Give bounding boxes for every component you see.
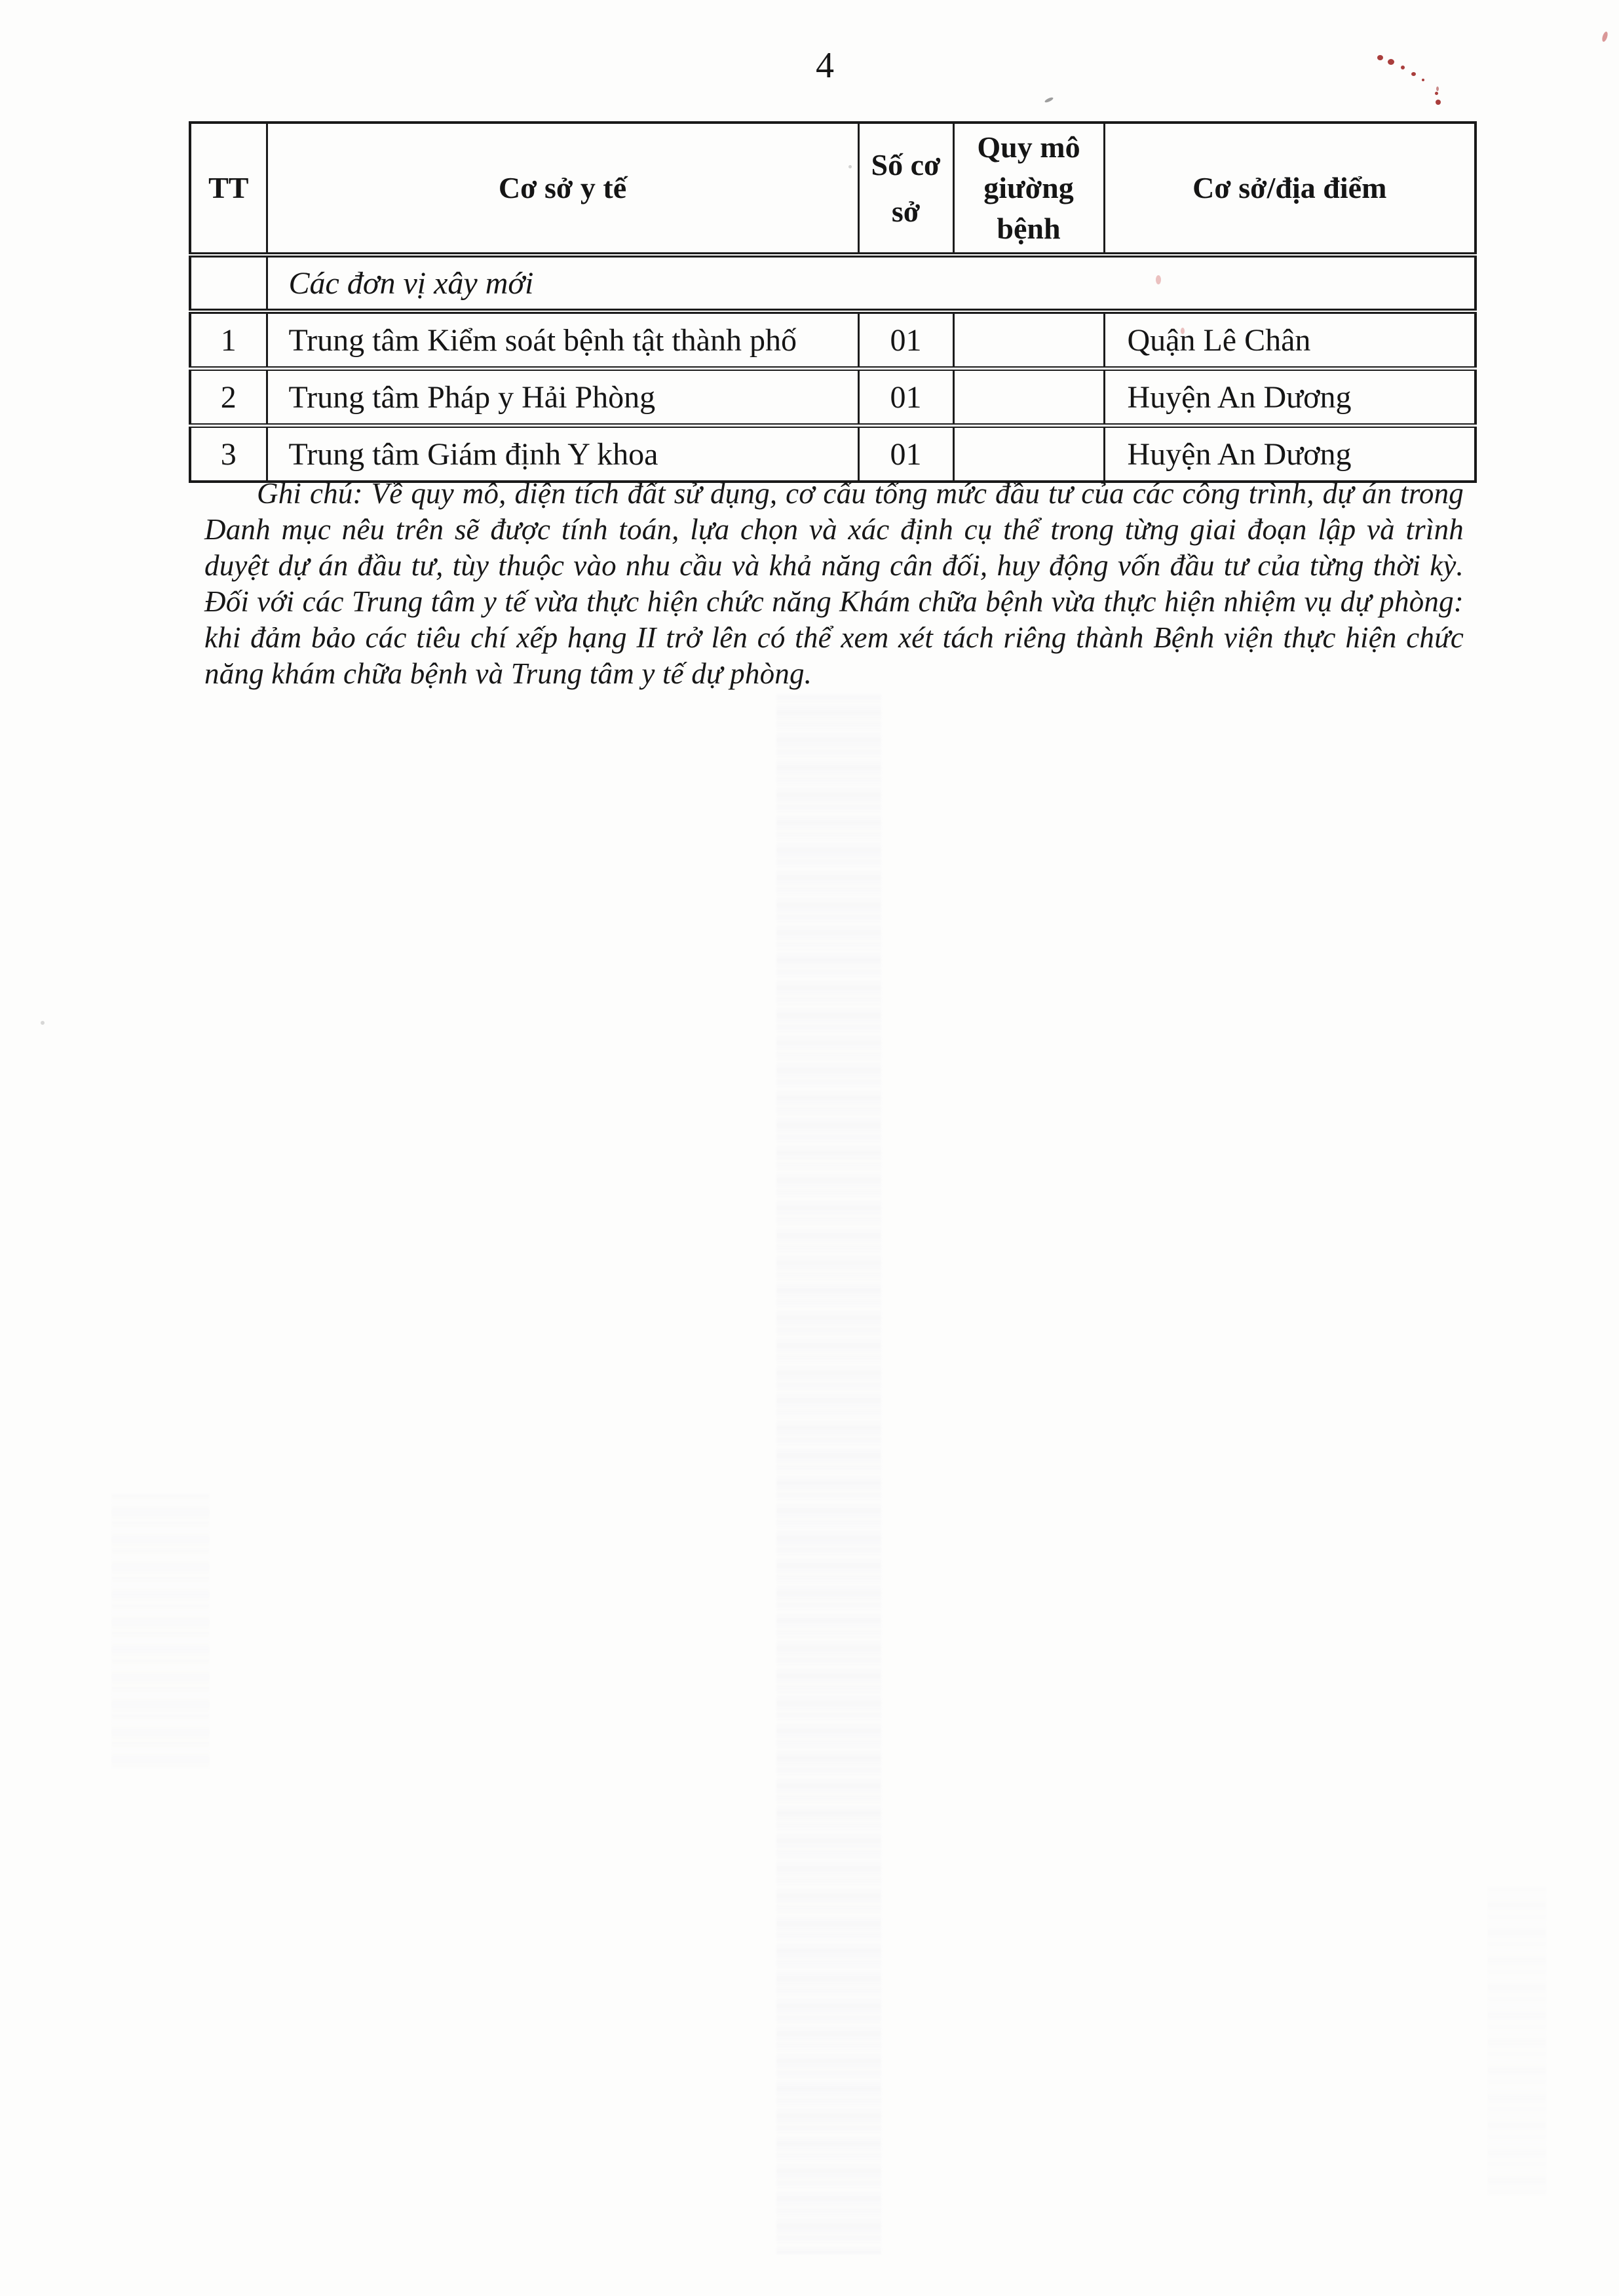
row-quy-mo (953, 311, 1104, 369)
row-facility: Trung tâm Pháp y Hải Phòng (267, 369, 858, 426)
note-paragraph: Ghi chú: Về quy mô, diện tích đất sử dụng, cơ cấu tổng mức đầu tư của các công trình, dự án trong Danh mục nêu trên sẽ được tính toán, lựa chọn và xác định cụ thể trong từng giai đoạn lập và trình duyệt dự án đầu tư, tùy thuộc vào nhu cầu và khả năng cân đối, huy động vốn đầu tư của từng thời kỳ. Đối với các Trung tâm y tế vừa thực hiện chức năng Khám chữa bệnh vừa thực hiện nhiệm vụ dự phòng: khi đảm bảo các tiêu chí xếp hạng II trở lên có thể xem xét tách riêng thành Bệnh viện thực hiện chức năng khám chữa bệnh và Trung tâm y tế dự phòng. (204, 477, 1464, 690)
scan-speck (1044, 96, 1054, 103)
scan-bleed-band (776, 695, 881, 2254)
section-tt-cell (190, 255, 267, 311)
col-header-tt: TT (190, 123, 267, 255)
row-tt: 3 (190, 426, 267, 482)
row-dia-diem: Huyện An Dương (1104, 426, 1476, 482)
facilities-table (189, 121, 1477, 483)
row-so-co-so: 01 (858, 369, 953, 426)
row-tt: 1 (190, 311, 267, 369)
row-tt: 2 (190, 369, 267, 426)
scan-bleed-band (111, 1494, 210, 1769)
row-quy-mo (953, 369, 1104, 426)
col-header-facility: Cơ sở y tế (267, 123, 858, 255)
scan-bleed-band (1487, 1887, 1546, 2195)
section-label: Các đơn vị xây mới (267, 255, 1476, 311)
scan-artifact-comma (1601, 31, 1609, 42)
row-dia-diem: Quận Lê Chân (1104, 311, 1476, 369)
col-header-so-co-so: Số cơ sở (858, 123, 953, 255)
row-so-co-so: 01 (858, 426, 953, 482)
table-row (190, 426, 1476, 482)
table-header-row (190, 123, 1476, 255)
row-facility: Trung tâm Kiểm soát bệnh tật thành phố (267, 311, 858, 369)
col-header-dia-diem: Cơ sở/địa điểm (1104, 123, 1476, 255)
scan-speck (41, 1021, 45, 1025)
table-row (190, 369, 1476, 426)
row-facility: Trung tâm Giám định Y khoa (267, 426, 858, 482)
row-quy-mo (953, 426, 1104, 482)
page-number: 4 (816, 45, 834, 86)
row-dia-diem: Huyện An Dương (1104, 369, 1476, 426)
col-header-quy-mo-giuong-benh: Quy mô giường bệnh (953, 123, 1104, 255)
table-section-row (190, 255, 1476, 311)
row-so-co-so: 01 (858, 311, 953, 369)
table-row (190, 311, 1476, 369)
